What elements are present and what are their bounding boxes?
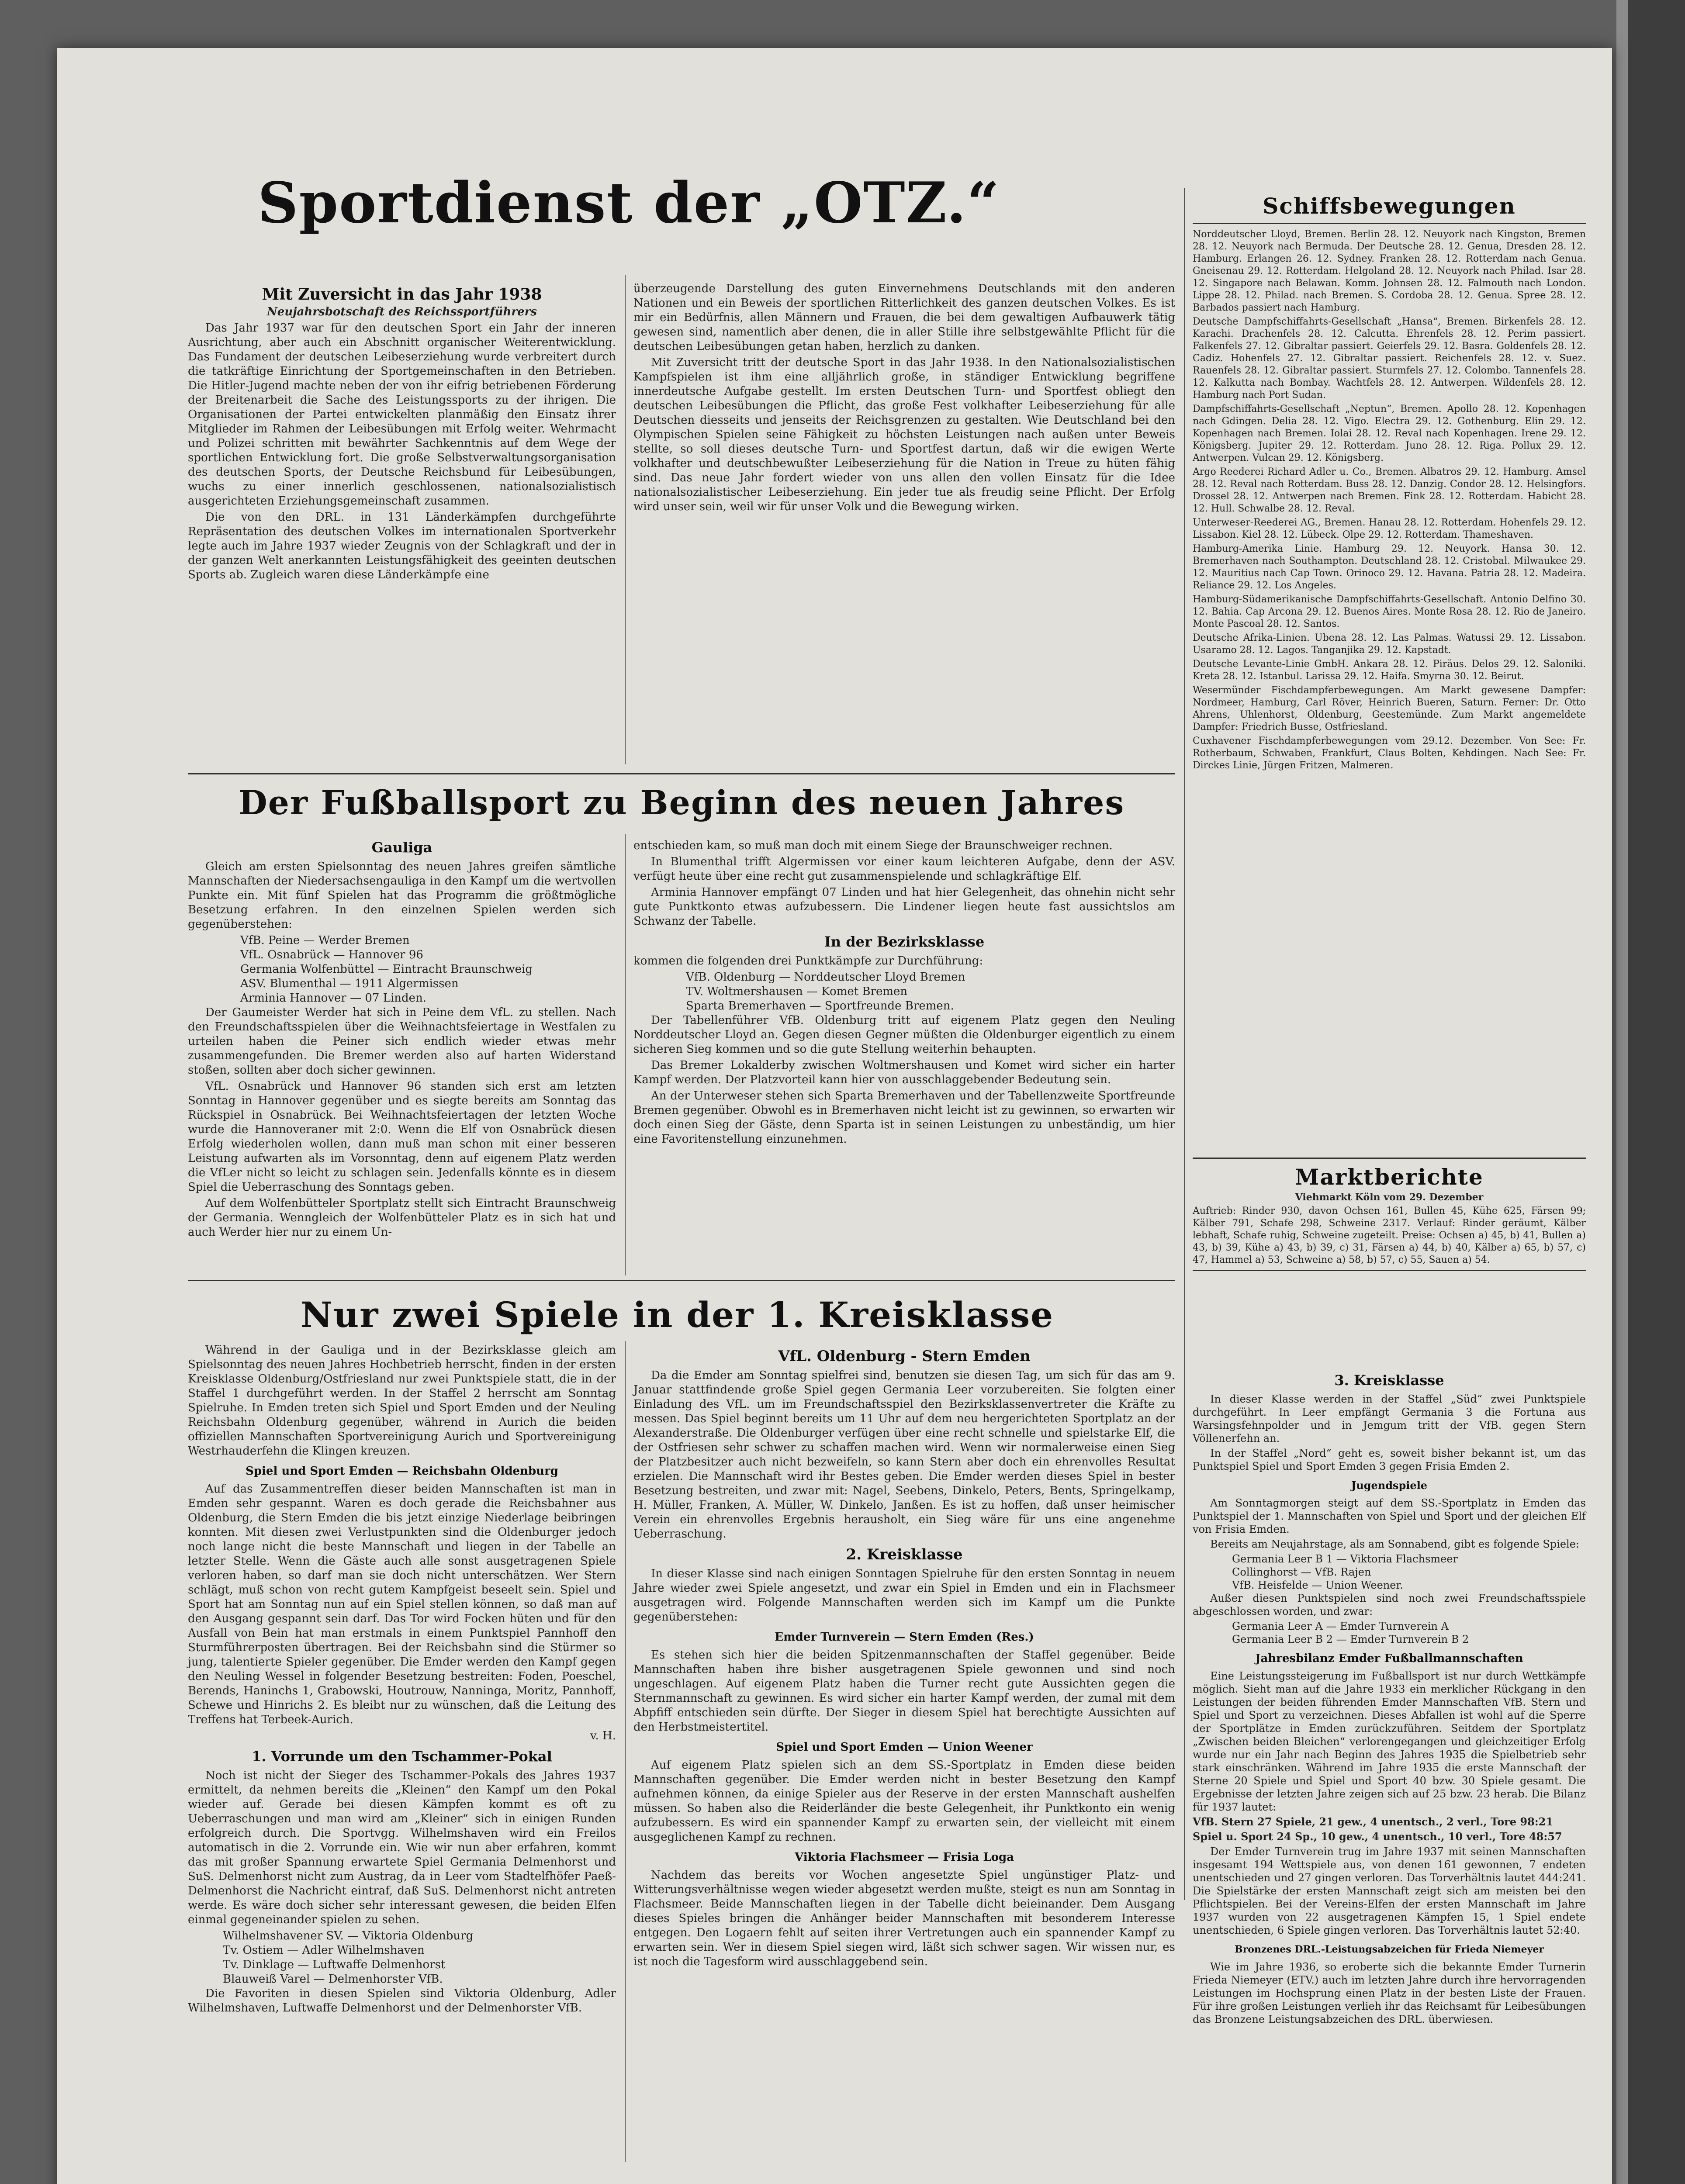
match-line: VfB. Oldenburg — Norddeutscher Lloyd Bremen <box>686 971 965 984</box>
shipping-entry: Dampfschiffahrts-Gesellschaft „Neptun“, Bremen. Apollo 28. 12. Kopenhagen nach Gdingen. Delia 28. 12. Vigo. Electra 29. 12. Gothenburg. Elin 29. 12. Kopenhagen nach Bremen. Iolai 28. 12. Reval nach Kopenhagen. Irene 29. 12. Königsberg. Jupiter 29. 12. Rotterdam. Juno 28. 12. Riga. Pollux 29. 12. Antwerpen. Vulcan 29. 12. Königsberg. <box>1193 404 1586 463</box>
article-paragraph: Der Emder Turnverein trug im Jahre 1937 mit seinen Mannschaften insgesamt 194 Wettspiele aus, von denen 161 gewonnen, 7 endeten unentschieden und 27 gingen verloren. Das Torverhältnis lautet 444:241. Die Spielstärke der ersten Mannschaft zeigt sich am meisten bei den Pflichtspielen. Bei der Vereins-Elfen der ersten Mannschaft im Jahre 1937 wurden von 22 ausgetragenen Kämpfen 15, 1 Spiel endete unentschieden, 6 Spiele gingen verloren. Das Torverhältnis lautet 52:40. <box>1193 1845 1586 1936</box>
lead-paragraph: Das Jahr 1937 war für den deutschen Sport ein Jahr der inneren Ausrichtung, aber auch ein Abschnitt organischer Weiterentwicklung. Das Fundament der deutschen Leibeserziehung wurde verbreitert durch die tatkräftige Einrichtung der Sportgemeinschaften in den Betrieben. Die Hitler-Jugend machte neben der von ihr eifrig betriebenen Förderung der Breitenarbeit die Sache des Leistungssports zu der ihrigen. Die Organisationen der Partei entwickelten planmäßig den Einsatz ihrer Mitglieder im Rahmen der Leibesübungen mit Erfolg weiter. Wehrmacht und Polizei schritten mit bewährter Sachkenntnis auf dem Wege der sportlichen Entwicklung fort. Die große Selbstverwaltungsorganisation des deutschen Sports, der Deutsche Reichsbund für Leibesübungen, wuchs zu einer innerlich geschlossenen, nationalsozialistisch ausgerichteten Erziehungsgemeinschaft zusammen. <box>188 321 616 508</box>
section-divider <box>188 1280 1175 1281</box>
article-paragraph: VfL. Osnabrück und Hannover 96 standen sich erst am letzten Sonntag in Hannover gegenüber und es siegte bereits am Sonntag das Rückspiel in Osnabrück. Bei Weihnachtsfeiertagen der letzten Woche wurde die Hannoveraner mit 2:0. Wenn die Elf von Osnabrück diesen Erfolg wiederholen wollen, dann muß man schon mit einer besseren Leistung aufwarten als im Vorsonntag, denn auf eigenem Platz werden die VfLer nicht so leicht zu schlagen sein. Jedenfalls könnte es in diesem Spiel die Ueberraschung des Sonntags geben. <box>188 1080 616 1194</box>
article-paragraph: Auf das Zusammentreffen dieser beiden Mannschaften ist man in Emden sehr gespannt. Waren es doch gerade die Reichsbahner aus Oldenburg, die Stern Emden die bis jetzt einzige Niederlage beibringen konnten. Mit diesen zwei Verlustpunkten sind die Oldenburger jedoch noch lange nicht die beste Mannschaft und liegen in der Tabelle an letzter Stelle. Wenn die Gäste auch alle sonst ausgetragenen Spiele verloren haben, so darf man sie doch nicht unterschätzen. Wer Stern schlägt, muß schon von recht gutem Kampfgeist beseelt sein. Spiel und Sport hat am Sonntag nun auf ein Spiel stellen können, so daß man auf den Ausgang gespannt sein darf. Das Tor wird Focken hüten und für den Ausfall von Bein hat man erstmals in einem Punktspiel Pannhoff den Sturmführerposten übertragen. Bei der Reichsbahn sind die Stürmer so jung, talentierte Spieler gegenüber. Die Emder werden den Kampf gegen den Neuling Wessel in folgender Besetzung bestreiten: Foden, Poeschel, Berends, Haninchs 1, Grabowski, Houtrouw, Nanninga, Moritz, Pannhoff, Schewe und Hinrichs 2. Es bleibt nur zu wünschen, daß die Leitung des Treffens hat Terbeek-Aurich. <box>188 1482 616 1726</box>
match-line: Germania Leer B 2 — Emder Turnverein B 2 <box>1232 1633 1469 1645</box>
lead-paragraph: überzeugende Darstellung des guten Einvernehmens Deutschlands mit den anderen Nationen und ein Beweis der sportlichen Ritterlichkeit des ganzen deutschen Volkes. Es ist mir ein Bedürfnis, allen Männern und Frauen, die bei dem gewaltigen Aufbauwerk tätig gewesen sind, namentlich aber denen, die in aller Stille ihre selbstgewählte Pflicht für die deutschen Leibesübungen getan haben, herzlich zu danken. <box>633 282 1175 353</box>
article-paragraph: Arminia Hannover empfängt 07 Linden und hat hier Gelegenheit, das ohnehin nicht sehr gute Punktkonto etwas aufzubessern. Die Lindener liegen heute fast aussichtslos am Schwanz der Tabelle. <box>633 886 1175 928</box>
fussball-headline-box <box>223 782 1140 824</box>
subheading: Viktoria Flachsmeer — Frisia Loga <box>794 1851 1014 1864</box>
subheading: 2. Kreisklasse <box>846 1546 963 1563</box>
article-paragraph: Außer diesen Punktspielen sind noch zwei Freundschaftsspiele abgeschlossen worden, und zwar: <box>1193 1592 1586 1617</box>
fussball-col2 <box>633 839 1175 1148</box>
scanner-frame-edge <box>1616 0 1685 2184</box>
article-paragraph: Auf dem Wolfenbütteler Sportplatz stellt sich Eintracht Braunschweig der Germania. Wenngleich der Wolfenbütteler Platz es in sich hat und auch Werder hier nur zu einem Un- <box>188 1197 616 1239</box>
bezirksklasse-title: In der Bezirksklasse <box>824 933 985 950</box>
article-paragraph: Während in der Gauliga und in der Bezirksklasse gleich am Spielsonntag des neuen Jahres Hochbetrieb herrscht, finden in der ersten Kreisklasse Oldenburg/Ostfriesland nur zwei Punktspiele statt, die in der Staffel 1 durchgeführt werden. In der Staffel 2 herrscht am Sonntag Spielruhe. In Emden treten sich Spiel und Sport Emden und der Neuling Reichsbahn Oldenburg gegenüber, während in Aurich die beiden offiziellen Mannschaften Sportvereinigung Aurich und Sportvereinigung Westrhauderfehn die Klingen kreuzen. <box>188 1344 616 1458</box>
shipping-entry: Deutsche Dampfschiffahrts-Gesellschaft „Hansa“, Bremen. Birkenfels 28. 12. Karachi. Drachenfels 28. 12. Calcutta. Ehrenfels 28. 12. Perim passiert. Falkenfels 27. 12. Gibraltar passiert. Geierfels 29. 12. Basra. Goldenfels 28. 12. Cadiz. Hohenfels 27. 12. Gibraltar passiert. Reichenfels 28. 12. v. Suez. Rauenfels 28. 12. Gibraltar passiert. Sturmfels 27. 12. Colombo. Tannenfels 28. 12. Kalkutta nach Bombay. Wachtfels 28. 12. Antwerpen. Wildenfels 28. 12. Hamburg nach Port Sudan. <box>1193 316 1586 401</box>
kreis-headline-box <box>262 1293 1092 1337</box>
lead-article-col2 <box>633 282 1175 516</box>
article-paragraph: kommen die folgenden drei Punktkämpfe zur Durchführung: <box>633 954 983 968</box>
shipping-entry: Cuxhavener Fischdampferbewegungen vom 29.12. Dezember. Von See: Fr. Rotherbaum, Schwaben, Frankfurt, Claus Bolten, Kehdingen. Nach See: Fr. Dirckes Linie, Jürgen Fritzen, Malmeren. <box>1193 736 1586 771</box>
author-signature: v. H. <box>590 1729 616 1742</box>
kreis3-column <box>1193 1367 1586 2028</box>
match-line: Wilhelmshavener SV. — Viktoria Oldenburg <box>223 1929 474 1942</box>
lead-paragraph: Die von den DRL. in 131 Länderkämpfen durchgeführte Repräsentation des deutschen Volkes im internationalen Sportverkehr legte auch im Jahre 1937 wieder Zeugnis von der Schlagkraft und der in der ganzen Welt anerkannten Leistungsfähigkeit des geeinten deutschen Sports ab. Zugleich waren diese Länderkämpfe eine <box>188 511 616 581</box>
article-paragraph: Es stehen sich hier die beiden Spitzenmannschaften der Staffel gegenüber. Beide Mannschaften haben ihre bisher ausgetragenen Spiele gewonnen und sind noch ungeschlagen. Auf eigenem Platz haben die Turner recht gute Aussichten gegen die Sternmannschaft zu gewinnen. Es wird sicher ein harter Kampf werden, der zumal mit dem Abpfiff entschieden sein dürfte. Der Sieger in diesem Spiel hat berechtigte Aussichten auf den Herbstmeistertitel. <box>633 1648 1175 1734</box>
match-line: Arminia Hannover — 07 Linden. <box>240 992 427 1005</box>
article-paragraph: Das Bremer Lokalderby zwischen Woltmershausen und Komet wird sicher ein harter Kampf werden. Der Platzvorteil kann hier von ausschlaggebender Bedeutung sein. <box>633 1059 1175 1086</box>
shipping-entry: Norddeutscher Lloyd, Bremen. Berlin 28. 12. Neuyork nach Kingston, Bremen 28. 12. Neuyork nach Bermuda. Der Deutsche 28. 12. Genua, Dresden 28. 12. Hamburg. Erlangen 26. 12. Sydney. Franken 28. 12. Rotterdam nach Genua. Gneisenau 29. 12. Rotterdam. Helgoland 28. 12. Neuyork nach Philad. Isar 28. 12. Singapore nach Belawan. Komm. Johnsen 28. 12. Falmouth nach London. Lippe 28. 12. Philad. nach Bremen. S. Cordoba 28. 12. Genua. Spree 28. 12. Barbados passiert nach Hamburg. <box>1193 229 1586 313</box>
fussball-col1 <box>188 834 616 1241</box>
article-paragraph: Bereits am Neujahrstage, als am Sonnabend, gibt es folgende Spiele: <box>1210 1538 1579 1550</box>
subheading: Spiel und Sport Emden — Union Weener <box>776 1741 1033 1754</box>
shipping-column <box>1193 192 1586 774</box>
market-title: Marktberichte <box>1295 1164 1484 1190</box>
subheading: Jugendspiele <box>1351 1479 1428 1492</box>
article-paragraph: Wie im Jahre 1936, so eroberte sich die bekannte Emder Turnerin Frieda Niemeyer (ETV.) auch im letzten Jahre durch ihre hervorragenden Leistungen im Hochsprung einen Platz in der besten Liste der Frauen. Für ihre großen Leistungen verlieh ihr das Reichsamt für Leibesübungen das Bronzene Leistungsabzeichen des DRL. überwiesen. <box>1193 1961 1586 2025</box>
gauliga-title: Gauliga <box>371 839 432 856</box>
match-line: VfB. Peine — Werder Bremen <box>240 934 410 947</box>
kreis-col2 <box>633 1343 1175 1971</box>
section-rule <box>1193 1158 1586 1159</box>
shipping-entry: Wesermünder Fischdampferbewegungen. Am Markt gewesene Dampfer: Nordmeer, Hamburg, Carl Röver, Heinrich Bueren, Saturn. Ferner: Dr. Otto Ahrens, Uhlenhorst, Oldenburg, Geestemünde. Zum Markt angemeldete Dampfer: Friedrich Busse, Ostfriesland. <box>1193 685 1586 733</box>
match-line: Collinghorst — VfB. Rajen <box>1232 1566 1371 1578</box>
match-line: Tv. Ostiem — Adler Wilhelmshaven <box>223 1944 425 1957</box>
match-line: TV. Woltmershausen — Komet Bremen <box>686 985 908 998</box>
subheading: Spiel und Sport Emden — Reichsbahn Oldenburg <box>246 1465 558 1478</box>
lead-title: Mit Zuversicht in das Jahr 1938 <box>262 285 542 304</box>
match-line: Germania Wolfenbüttel — Eintracht Braunschweig <box>240 963 533 976</box>
match-line: ASV. Blumenthal — 1911 Algermissen <box>240 977 459 990</box>
title-underline <box>1193 223 1586 224</box>
market-entry: Auftrieb: Rinder 930, davon Ochsen 161, Bullen 45, Kühe 625, Färsen 99; Kälber 791, Schafe 298, Schweine 2317. Verlauf: Rinder geräumt, Kälber lebhaft, Schafe ruhig, Schweine zugeteilt. Preise: Ochsen a) 45, b) 41, Bullen a) 43, b) 39, Kühe a) 43, b) 39, c) 31, Färsen a) 44, b) 40, Kälber a) 65, b) 57, c) 47, Hammel a) 53, Schweine a) 58, b) 57, c) 55, Sauen a) 54. <box>1193 1206 1586 1265</box>
column-rule <box>625 1341 626 2162</box>
article-paragraph: Am Sonntagmorgen steigt auf dem SS.-Sportplatz in Emden das Punktspiel der 1. Mannschaften von Spiel und Sport und der gleichen Elf von Frisia Emden. <box>1193 1497 1586 1535</box>
article-paragraph: entschieden kam, so muß man doch mit einem Siege der Braunschweiger rechnen. <box>633 839 1113 852</box>
article-paragraph: Auf eigenem Platz spielen sich an dem SS.-Sportplatz in Emden diese beiden Mannschaften gegenüber. Die Emder werden nicht in bester Besetzung den Kampf aufnehmen können, da einige Spieler aus der Reserve in der ersten Mannschaft aushelfen müssen. So haben also die Reiderländer die beste Gelegenheit, ihr Punktkonto ein wenig aufzubessern. Es wird ein spannender Kampf zu erwarten sein, der vielleicht mit einem ausgeglichenen Kampf zu rechnen. <box>633 1759 1175 1844</box>
column-rule <box>625 834 626 1275</box>
match-line: Germania Leer A — Emder Turnverein A <box>1232 1620 1449 1632</box>
match-line: Germania Leer B 1 — Viktoria Flachsmeer <box>1232 1553 1458 1565</box>
subheading: VfL. Oldenburg - Stern Emden <box>778 1348 1031 1365</box>
lead-paragraph: Mit Zuversicht tritt der deutsche Sport in das Jahr 1938. In den Nationalsozialistischen Kampfspielen ist ihm eine alljährlich große, in ständiger Entwicklung begriffene innerdeutsche Aufgabe gestellt. Im ersten Deutschen Turn- und Sportfest obliegt den deutschen Leibesübungen die Pflicht, das große Fest volkhafter Leibeserziehung für alle Deutschen diesseits und jenseits der Reichsgrenzen zu gestalten. Wie Deutschland bei den Olympischen Spielen seine Fähigkeit zu höchsten Leistungen nach außen unter Beweis stellte, so soll dieses deutsche Turn- und Sportfest dartun, daß wir die ewigen Werte volkhafter und deutschbewußter Leibeserziehung für die Nation in Treue zu hüten fähig sind. Das neue Jahr fordert wieder von uns allen den vollen Einsatz für die Idee nationalsozialistischer Leibeserziehung. Ein jeder tue als freudig seine Pflicht. Der Erfolg wird unser sein, weil wir für unser Volk und die Bewegung wirken. <box>633 356 1175 513</box>
market-subtitle: Viehmarkt Köln vom 29. Dezember <box>1295 1192 1484 1203</box>
article-paragraph: Die Favoriten in diesen Spielen sind Viktoria Oldenburg, Adler Wilhelmshaven, Luftwaffe Delmenhorst und der Delmenhorster VfB. <box>188 1987 616 2015</box>
subheading: Emder Turnverein — Stern Emden (Res.) <box>775 1631 1034 1644</box>
article-paragraph: Gleich am ersten Spielsonntag des neuen Jahres greifen sämtliche Mannschaften der Niedersachsengauliga in den Kampf um die wertvollen Punkte ein. Mit fünf Spielen hat das Programm die größtmögliche Besetzung erfahren. In den einzelnen Spielen werden sich gegenüberstehen: <box>188 860 616 931</box>
match-line: Blauweiß Varel — Delmenhorster VfB. <box>223 1973 443 1986</box>
article-paragraph: In Blumenthal trifft Algermissen vor einer kaum leichteren Aufgabe, denn der ASV. verfügt heute über eine recht gut zusammenspielende und schlagkräftige Elf. <box>633 855 1175 883</box>
masthead <box>258 170 1044 236</box>
market-reports <box>1193 1158 1586 1271</box>
shipping-entry: Hamburg-Amerika Linie. Hamburg 29. 12. Neuyork. Hansa 30. 12. Bremerhaven nach Southampton. Deutschland 28. 12. Cristobal. Milwaukee 29. 12. Mauritius nach Cap Town. Orinoco 29. 12. Havana. Patria 28. 12. Madeira. Reliance 29. 12. Los Angeles. <box>1193 543 1586 591</box>
article-paragraph: Der Tabellenführer VfB. Oldenburg tritt auf eigenem Platz gegen den Neuling Norddeutscher Lloyd an. Gegen diesen Gegner müßten die Oldenburger eigentlich zu einem sicheren Sieg kommen und so die gute Stellung weiterhin behaupten. <box>633 1014 1175 1056</box>
article-paragraph: An der Unterweser stehen sich Sparta Bremerhaven und der Tabellenzweite Sportfreunde Bremen gegenüber. Obwohl es in Bremerhaven nicht leicht ist zu gewinnen, so erwarten wir doch einen Sieg der Gäste, denn Sparta ist in seinen Leistungen zu unbeständig, um hier eine Favoritenstellung einzunehmen. <box>633 1089 1175 1146</box>
newspaper-page <box>57 48 1612 2184</box>
lead-article-col1 <box>188 282 616 584</box>
shipping-entry: Deutsche Levante-Linie GmbH. Ankara 28. 12. Piräus. Delos 29. 12. Saloniki. Kreta 28. 12. Istanbul. Larissa 29. 12. Haifa. Smyrna 30. 12. Beirut. <box>1193 659 1586 682</box>
article-paragraph: Noch ist nicht der Sieger des Tschammer-Pokals des Jahres 1937 ermittelt, da nehmen bereits die „Kleinen“ den Kampf um den Pokal wieder auf. Gerade bei diesen Kämpfen kommt es oft zu Ueberraschungen und man wird am „Kleiner“ sich in einigen Runden erfolgreich durch. Die Sportvgg. Wilhelmshaven wird ein Freilos automatisch in die 2. Vorrunde ein. Wie wir nun aber erfahren, kommt das mit großer Spannung erwartete Spiel Germania Delmenhorst und SuS. Delmenhorst nicht zum Austrag, da in Leer vom Stadtelfhöfer Paeß-Delmenhorst die Nachricht eintraf, daß SuS. Delmenhorst nicht antreten werde. Es wäre doch sicher sehr interessant gewesen, die beiden Elfen einmal gegeneinander spielen zu sehen. <box>188 1769 616 1926</box>
subheading: 1. Vorrunde um den Tschammer-Pokal <box>252 1748 552 1765</box>
article-paragraph: In der Staffel „Nord“ geht es, soweit bisher bekannt ist, um das Punktspiel Spiel und Sport Emden 3 gegen Frisia Emden 2. <box>1193 1447 1586 1472</box>
stat-line: VfB. Stern 27 Spiele, 21 gew., 4 unentsch., 2 verl., Tore 98:21 <box>1193 1815 1554 1828</box>
match-line: Sparta Bremerhaven — Sportfreunde Bremen. <box>686 999 954 1013</box>
masthead-title: Sportdienst der „OTZ.“ <box>258 170 1000 236</box>
stat-line: Spiel u. Sport 24 Sp., 10 gew., 4 unentsch., 10 verl., Tore 48:57 <box>1193 1830 1562 1843</box>
shipping-entry: Hamburg-Südamerikanische Dampfschiffahrts-Gesellschaft. Antonio Delfino 30. 12. Bahia. Cap Arcona 29. 12. Buenos Aires. Monte Rosa 28. 12. Rio de Janeiro. Monte Pascoal 28. 12. Santos. <box>1193 594 1586 629</box>
subheading: Bronzenes DRL.-Leistungsabzeichen für Frieda Niemeyer <box>1235 1944 1544 1955</box>
article-paragraph: Da die Emder am Sonntag spielfrei sind, benutzen sie diesen Tag, um sich für das am 9. Januar stattfindende große Spiel gegen Germania Leer vorzubereiten. Sie folgten einer Einladung des VfL. um im Freundschaftsspiel den Bezirksklassenvertreter die Kräfte zu messen. Das Spiel beginnt bereits um 11 Uhr auf dem neu hergerichteten Sportplatz an der Alexanderstraße. Die Oldenburger verfügen über eine recht schnelle und spielstarke Elf, die der Ostfriesen sehr schwer zu schaffen machen wird. Wenn wir normalerweise einen Sieg der Platzbesitzer auch nicht bezweifeln, so kann Stern aber doch ein ehrenvolles Resultat erzielen. Die Mannschaft wird ihr Bestes geben. Die Emder werden dieses Spiel in bester Besetzung bestreiten, und zwar mit: Nagel, Seebens, Dinkelo, Peters, Bents, Springelkamp, H. Müller, Franken, A. Müller, W. Dinkelo, Janßen. Es ist zu hoffen, daß unser heimischer Verein ein ehrenvolles Ergebnis herausholt, ein Sieg wäre für uns eine angenehme Ueberraschung. <box>633 1369 1175 1541</box>
column-rule <box>625 275 626 764</box>
subheading: Jahresbilanz Emder Fußballmannschaften <box>1255 1652 1523 1665</box>
match-line: VfB. Heisfelde — Union Weener. <box>1232 1579 1403 1591</box>
lead-subtitle: Neujahrsbotschaft des Reichssportführers <box>267 305 537 318</box>
shipping-entry: Argo Reederei Richard Adler u. Co., Bremen. Albatros 29. 12. Hamburg. Amsel 28. 12. Reval nach Rotterdam. Buss 28. 12. Danzig. Condor 28. 12. Helsingfors. Drossel 28. 12. Antwerpen nach Bremen. Fink 28. 12. Rotterdam. Habicht 28. 12. Hull. Schwalbe 28. 12. Reval. <box>1193 467 1586 514</box>
section-rule <box>1193 1270 1586 1271</box>
fussball-headline: Der Fußballsport zu Beginn des neuen Jahres <box>238 783 1125 822</box>
article-paragraph: Der Gaumeister Werder hat sich in Peine dem VfL. zu stellen. Nach den Freundschaftsspielen über die Weihnachtsfeiertage in Westfalen zu urteilen haben die Peiner sich endlich wieder etwas mehr zusammengefunden. Die Bremer werden also auf harten Widerstand stoßen, sollten aber doch sicher gewinnen. <box>188 1006 616 1077</box>
article-paragraph: Eine Leistungssteigerung im Fußballsport ist nur durch Wettkämpfe möglich. Sieht man auf die Jahre 1933 ein merklicher Rückgang in den Leistungen der beiden führenden Emder Mannschaften VfB. Stern und Spiel und Sport zu verzeichnen. Dieses Abfallen ist wohl auf die Sperre der Sportplätze in Emden zurückzuführen. Seitdem der Sportplatz „Zwischen beiden Bleichen“ verlorengegangen und gleichzeitiger Erfolg wurde nur ein Jahr nach Beginn des Jahres 1935 die Spielbetrieb sehr stark einschränken. Während im Jahre 1935 die erste Mannschaft der Sterne 20 Spiele und Spiel und Sport 40 bzw. 30 Spiele gesamt. Die Ergebnisse der letzten Jahre zeigen sich auf 25 bzw. 23 herab. Die Bilanz für 1937 lautet: <box>1193 1670 1586 1813</box>
match-line: VfL. Osnabrück — Hannover 96 <box>240 948 423 961</box>
shipping-title: Schiffsbewegungen <box>1263 193 1516 219</box>
column-rule <box>1184 188 1185 1900</box>
shipping-entry: Unterweser-Reederei AG., Bremen. Hanau 28. 12. Rotterdam. Hohenfels 29. 12. Lissabon. Kiel 28. 12. Lübeck. Olpe 29. 12. Rotterdam. Thameshaven. <box>1193 517 1586 540</box>
kreis3-title: 3. Kreisklasse <box>1334 1372 1444 1389</box>
kreis-headline: Nur zwei Spiele in der 1. Kreisklasse <box>300 1294 1054 1335</box>
section-divider <box>188 773 1175 774</box>
article-paragraph: In dieser Klasse werden in der Staffel „Süd“ zwei Punktspiele durchgeführt. In Leer empfängt Germania 3 die Fortuna aus Warsingsfehnpolder und in Jemgum tritt der VfB. gegen Stern Völlenerfehn an. <box>1193 1393 1586 1444</box>
article-paragraph: Nachdem das bereits vor Wochen angesetzte Spiel ungünstiger Platz- und Witterungsverhältnisse wegen wieder abgesetzt werden mußte, steigt es nun am Sonntag in Flachsmeer. Beide Mannschaften liegen in der Tabelle dicht beieinander. Dem Ausgang dieses Spieles bringen die Anhänger beider Mannschaften mit besonderem Interesse entgegen. Den Logaern fehlt auf seiten ihrer Vertretungen auch ein spannender Kampf zu erwarten sein. Wer in diesem Spiel siegen wird, läßt sich schwer sagen. Wir wissen nur, es ist noch die Tagesform wird ausschlaggebend sein. <box>633 1869 1175 1968</box>
article-paragraph: In dieser Klasse sind nach einigen Sonntagen Spielruhe für den ersten Sonntag in neuem Jahre wieder zwei Spiele angesetzt, und zwar ein Spiel in Emden und ein in Flachsmeer ausgetragen wird. Folgende Mannschaften werden sich im Kampf um die Punkte gegenüberstehen: <box>633 1567 1175 1624</box>
kreis-col1 <box>188 1343 616 2017</box>
page-edge-strip <box>1616 0 1628 2184</box>
shipping-entry: Deutsche Afrika-Linien. Ubena 28. 12. Las Palmas. Watussi 29. 12. Lissabon. Usaramo 28. 12. Lagos. Tanganjika 29. 12. Kapstadt. <box>1193 632 1586 656</box>
match-line: Tv. Dinklage — Luftwaffe Delmenhorst <box>223 1958 446 1971</box>
